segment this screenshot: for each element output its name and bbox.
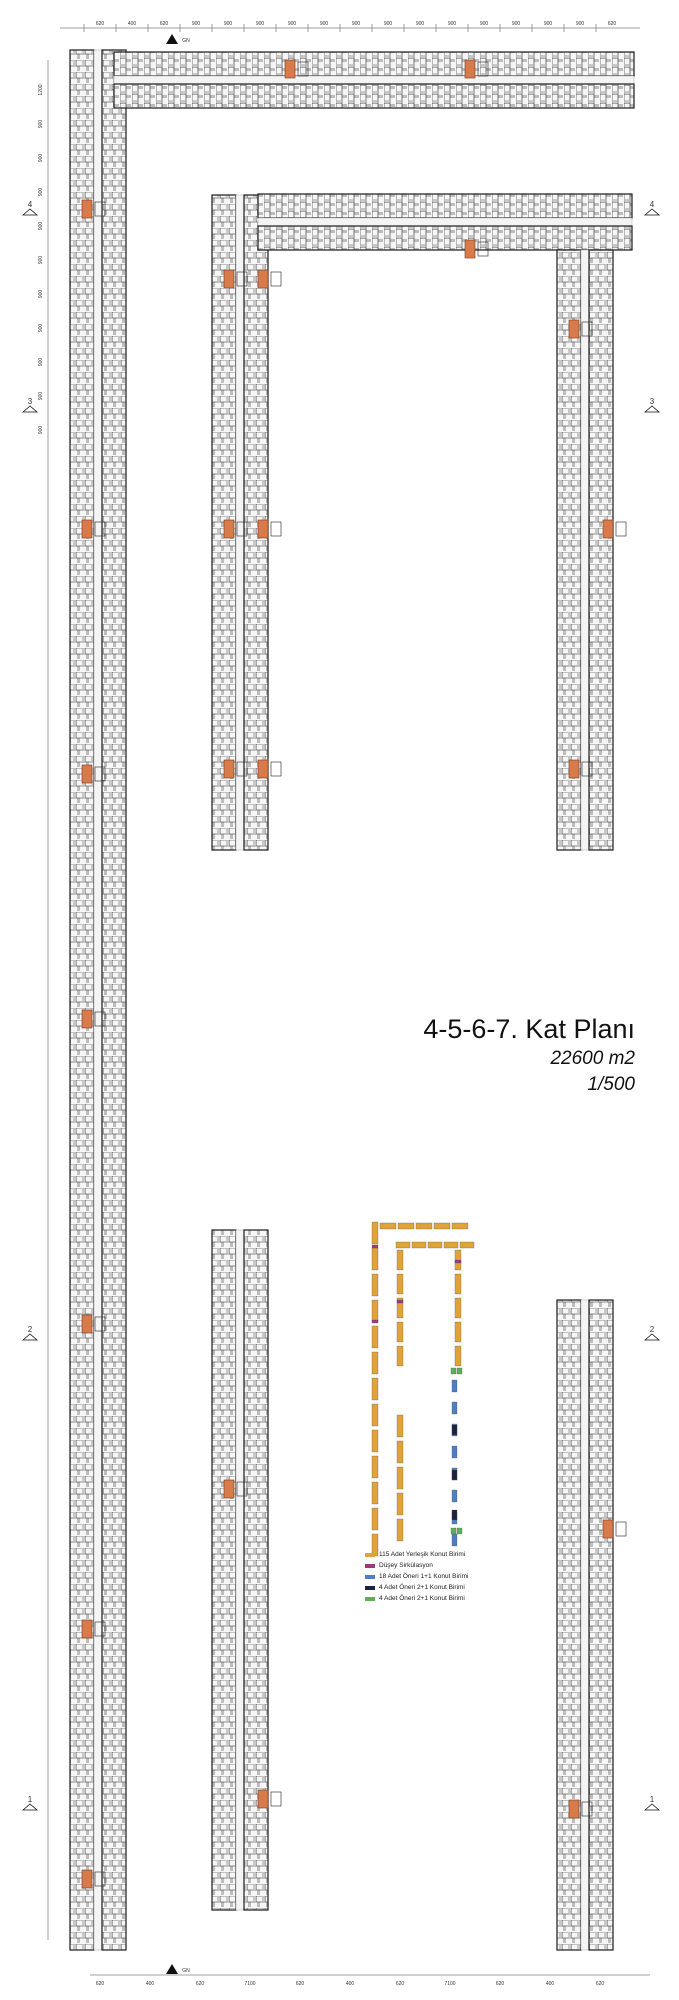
section-marker-arrow: [23, 209, 37, 215]
key-plan-unit: [434, 1223, 450, 1229]
key-plan-unit: [372, 1274, 378, 1296]
dimension-label: 400: [145, 1981, 155, 1987]
residential-wing: [258, 194, 632, 250]
dimension-label: 900: [38, 289, 44, 299]
key-plan-unit: [452, 1223, 468, 1229]
unit-strip: [102, 50, 126, 1950]
key-plan-unit: [372, 1378, 378, 1400]
dimension-label: 900: [38, 119, 44, 129]
section-marker-arrow: [645, 406, 659, 412]
key-plan-unit: [428, 1242, 442, 1248]
dimension-label: 900: [415, 21, 425, 27]
dimension-label: 620: [195, 1981, 205, 1987]
residential-wing: [557, 250, 613, 850]
stair-cores: [82, 60, 626, 1888]
section-marker-label: 2: [27, 1325, 33, 1334]
stair-core: [82, 1620, 92, 1638]
legend-label: 4 Adet Öneri 2+1 Konut Birimi: [379, 1584, 465, 1591]
dimension-label: 620: [395, 1981, 405, 1987]
key-plan-unit: [451, 1528, 456, 1534]
key-plan-unit: [397, 1415, 403, 1437]
key-plan-unit: [397, 1346, 403, 1366]
legend-label: 115 Adet Yerleşik Konut Birimi: [379, 1551, 466, 1558]
section-marker-arrow: [23, 1334, 37, 1340]
dimension-label: 900: [38, 221, 44, 231]
stair-run: [616, 522, 626, 536]
key-plan-unit: [452, 1470, 457, 1480]
stair-core: [82, 520, 92, 538]
legend-label: 4 Adet Öneri 2+1 Konut Birimi: [379, 1595, 465, 1602]
unit-strip: [557, 1300, 581, 1950]
key-plan-unit: [380, 1223, 396, 1229]
key-plan-unit: [452, 1510, 457, 1520]
section-marker-label: 1: [27, 1795, 33, 1804]
key-plan-unit: [372, 1222, 378, 1244]
key-plan-unit: [372, 1482, 378, 1504]
unit-strip: [589, 250, 613, 850]
key-plan-unit: [452, 1380, 457, 1392]
key-plan-unit: [372, 1430, 378, 1452]
key-plan-unit: [372, 1248, 378, 1270]
section-marker-label: 1: [649, 1795, 655, 1804]
section-marker-label: 3: [649, 397, 655, 406]
unit-strip: [258, 226, 632, 250]
key-plan-unit: [372, 1352, 378, 1374]
plan-title: 4-5-6-7. Kat Planı: [423, 1014, 635, 1044]
dimension-label: 900: [38, 391, 44, 401]
north-arrow-label: GN: [182, 1968, 190, 1974]
stair-run: [271, 1792, 281, 1806]
key-plan-unit: [455, 1346, 461, 1366]
stair-core: [82, 1010, 92, 1028]
dimension-label: 400: [545, 1981, 555, 1987]
stair-run: [271, 762, 281, 776]
dimension-label: 900: [38, 255, 44, 265]
side-dimension-chain: [38, 60, 48, 1940]
bottom-dimension-chain: [90, 1975, 650, 1987]
legend-label: Düşey Sirkülasyon: [379, 1562, 433, 1569]
legend-swatch: [365, 1553, 375, 1557]
stair-core: [258, 1790, 268, 1808]
dimension-label: 900: [319, 21, 329, 27]
dimension-label: 620: [95, 21, 105, 27]
corridor: [114, 76, 634, 84]
key-plan-unit: [455, 1322, 461, 1342]
corridor: [236, 1230, 244, 1910]
key-plan-unit: [455, 1260, 461, 1263]
dimension-label: 900: [38, 323, 44, 333]
section-marker-arrow: [645, 1804, 659, 1810]
legend-swatch: [365, 1564, 375, 1568]
key-plan-unit: [396, 1242, 410, 1248]
key-plan-unit: [397, 1519, 403, 1541]
dimension-label: 400: [127, 21, 137, 27]
legend-item: [365, 1593, 468, 1604]
key-plan-unit: [397, 1493, 403, 1515]
stair-core: [224, 270, 234, 288]
key-plan-unit: [457, 1528, 462, 1534]
legend-swatch: [365, 1597, 375, 1601]
key-plan-unit: [451, 1368, 456, 1374]
unit-strip: [212, 1230, 236, 1910]
dimension-label: 900: [351, 21, 361, 27]
dimension-label: 900: [38, 357, 44, 367]
dimension-label: 1200: [38, 84, 44, 96]
legend-swatch: [365, 1586, 375, 1590]
section-marker-label: 2: [649, 1325, 655, 1334]
key-plan-unit: [372, 1508, 378, 1530]
stair-run: [616, 1522, 626, 1536]
key-plan-unit: [397, 1322, 403, 1342]
section-marker-arrow: [23, 406, 37, 412]
dimension-label: 7100: [444, 1981, 456, 1987]
stair-core: [82, 765, 92, 783]
dimension-label: 900: [38, 425, 44, 435]
key-plan-unit: [398, 1223, 414, 1229]
key-plan-unit: [372, 1456, 378, 1478]
stair-core: [82, 1870, 92, 1888]
residential-wing: [114, 52, 634, 108]
stair-run: [271, 522, 281, 536]
dimension-label: 900: [191, 21, 201, 27]
key-plan-unit: [397, 1441, 403, 1463]
stair-core: [82, 1315, 92, 1333]
key-plan-unit: [455, 1274, 461, 1294]
dimension-label: 900: [287, 21, 297, 27]
legend-swatch: [365, 1575, 375, 1579]
unit-strip: [589, 1300, 613, 1950]
dimension-label: 900: [479, 21, 489, 27]
unit-strip: [114, 52, 634, 76]
dimension-label: 900: [38, 187, 44, 197]
dimension-label: 400: [345, 1981, 355, 1987]
dimension-label: 900: [447, 21, 457, 27]
section-marker-label: 4: [649, 200, 655, 209]
stair-core: [465, 240, 475, 258]
key-plan-unit: [444, 1242, 458, 1248]
stair-core: [603, 1520, 613, 1538]
legend-item: [365, 1582, 468, 1593]
dimension-label: 900: [575, 21, 585, 27]
building-blocks: [70, 50, 634, 1950]
dimension-label: 7100: [244, 1981, 256, 1987]
dimension-label: 620: [607, 21, 617, 27]
stair-core: [258, 760, 268, 778]
plan-title-block: [423, 1012, 635, 1098]
stair-run: [271, 272, 281, 286]
key-plan-unit: [397, 1274, 403, 1294]
plan-area: 22600 m2: [550, 1048, 635, 1069]
key-plan-unit: [457, 1368, 462, 1374]
key-plan-unit: [416, 1223, 432, 1229]
top-dimension-chain: [60, 21, 640, 32]
key-plan-unit: [397, 1467, 403, 1489]
dimension-label: 900: [223, 21, 233, 27]
unit-strip: [258, 194, 632, 218]
residential-wing: [557, 1300, 613, 1950]
key-plan-unit: [372, 1320, 378, 1323]
legend-key-plan: [372, 1222, 474, 1556]
stair-core: [569, 320, 579, 338]
stair-core: [258, 520, 268, 538]
stair-core: [603, 520, 613, 538]
section-marker-label: 3: [27, 397, 33, 406]
stair-core: [224, 1480, 234, 1498]
dimension-label: 620: [295, 1981, 305, 1987]
stair-core: [224, 760, 234, 778]
plan-scale: 1/500: [587, 1074, 635, 1095]
key-plan-unit: [455, 1298, 461, 1318]
stair-core: [465, 60, 475, 78]
section-marker-arrow: [645, 209, 659, 215]
key-plan-unit: [372, 1326, 378, 1348]
stair-core: [569, 1800, 579, 1818]
dimension-label: 620: [95, 1981, 105, 1987]
legend-item: [365, 1549, 468, 1560]
legend: [365, 1549, 468, 1604]
corridor: [258, 218, 632, 226]
stair-core: [82, 200, 92, 218]
dimension-label: 620: [495, 1981, 505, 1987]
section-marker-arrow: [23, 1804, 37, 1810]
key-plan-unit: [452, 1446, 457, 1458]
north-arrow: [166, 34, 178, 44]
north-arrow-label: GN: [182, 38, 190, 44]
legend-item: [365, 1571, 468, 1582]
stair-core: [285, 60, 295, 78]
legend-item: [365, 1560, 468, 1571]
corridor: [94, 50, 102, 1950]
dimension-label: 620: [595, 1981, 605, 1987]
dimension-label: 620: [159, 21, 169, 27]
unit-strip: [70, 50, 94, 1950]
key-plan-unit: [372, 1404, 378, 1426]
key-plan-unit: [412, 1242, 426, 1248]
key-plan-unit: [452, 1490, 457, 1502]
section-marker-label: 4: [27, 200, 33, 209]
key-plan-unit: [452, 1402, 457, 1414]
legend-label: 18 Adet Öneri 1+1 Konut Birimi: [379, 1573, 469, 1580]
key-plan-unit: [460, 1242, 474, 1248]
dimension-label: 900: [383, 21, 393, 27]
residential-wing: [70, 50, 126, 1950]
dimension-label: 900: [543, 21, 553, 27]
key-plan-unit: [452, 1534, 457, 1546]
unit-strip: [114, 84, 634, 108]
stair-core: [569, 760, 579, 778]
stair-core: [224, 520, 234, 538]
section-marker-arrow: [645, 1334, 659, 1340]
dimension-label: 900: [255, 21, 265, 27]
key-plan-unit: [397, 1300, 403, 1303]
corridor: [581, 1300, 589, 1950]
dimension-label: 900: [511, 21, 521, 27]
corridor: [581, 250, 589, 850]
north-arrow: [166, 1964, 178, 1974]
dimension-label: 900: [38, 153, 44, 163]
key-plan-unit: [372, 1300, 378, 1322]
key-plan-unit: [452, 1425, 457, 1435]
stair-core: [258, 270, 268, 288]
key-plan-unit: [397, 1250, 403, 1270]
key-plan-unit: [372, 1245, 378, 1248]
